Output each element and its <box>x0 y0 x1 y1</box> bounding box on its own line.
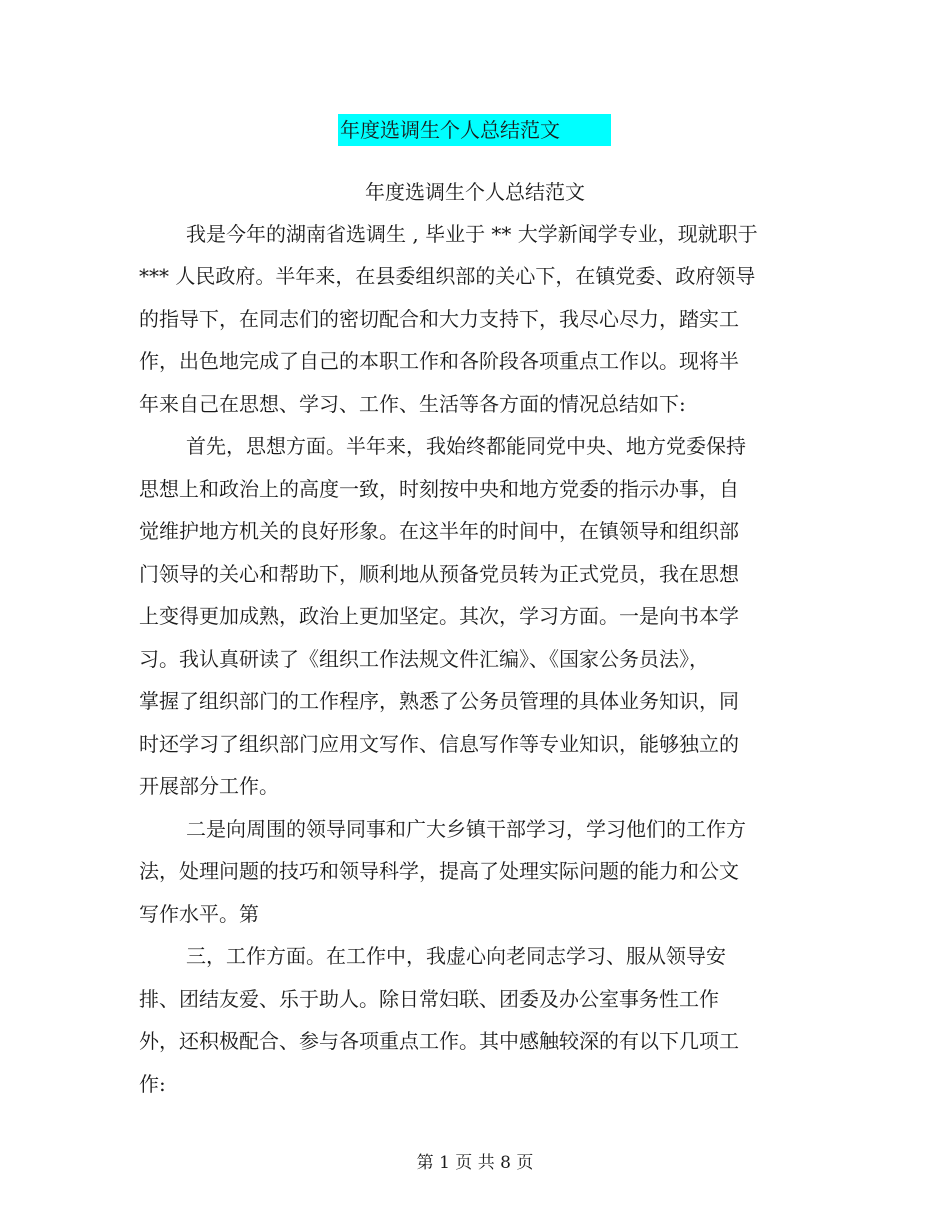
paragraph-line: 习。我认真研读了《组织工作法规文件汇编》、《国家公务员法》， <box>139 647 709 671</box>
paragraph-line: 写作水平。第 <box>139 902 259 926</box>
paragraph-line: 排、团结友爱、乐于助人。除日常妇联、团委及办公室事务性工作 <box>139 987 719 1011</box>
page-footer: 第 1 页 共 8 页 <box>416 1153 534 1173</box>
document-title: 年度选调生个人总结范文 <box>340 118 560 142</box>
paragraph-line: 作，出色地完成了自己的本职工作和各阶段各项重点工作以。现将半 <box>139 349 739 373</box>
paragraph-line: 外，还积极配合、参与各项重点工作。其中感触较深的有以下几项工 <box>139 1029 739 1053</box>
paragraph-line: 的指导下，在同志们的密切配合和大力支持下，我尽心尽力，踏实工 <box>139 307 739 331</box>
paragraph-line: 首先，思想方面。半年来，我始终都能同党中央、地方党委保持 <box>186 434 746 458</box>
paragraph-line: 门领导的关心和帮助下，顺利地从预备党员转为正式党员，我在思想 <box>139 562 739 586</box>
paragraph-line: 二是向周围的领导同事和广大乡镇干部学习，学习他们的工作方 <box>186 817 746 841</box>
paragraph-line: 年来自己在思想、学习、工作、生活等各方面的情况总结如下: <box>139 392 686 416</box>
paragraph-line: 我是今年的湖南省选调生 , 毕业于 ** 大学新闻学专业，现就职于 <box>186 222 758 246</box>
paragraph-line: 掌握了组织部门的工作程序，熟悉了公务员管理的具体业务知识，同 <box>139 689 739 713</box>
paragraph-line: 开展部分工作。 <box>139 774 279 798</box>
paragraph-line: 三，工作方面。在工作中，我虚心向老同志学习、服从领导安 <box>186 944 726 968</box>
paragraph-line: 作: <box>139 1072 166 1096</box>
document-subtitle: 年度选调生个人总结范文 <box>365 180 585 204</box>
paragraph-line: 法，处理问题的技巧和领导科学，提高了处理实际问题的能力和公文 <box>139 859 739 883</box>
paragraph-line: 觉维护地方机关的良好形象。在这半年的时间中，在镇领导和组织部 <box>139 519 739 543</box>
paragraph-line: 上变得更加成熟，政治上更加坚定。其次，学习方面。一是向书本学 <box>139 604 739 628</box>
paragraph-line: 思想上和政治上的高度一致，时刻按中央和地方党委的指示办事，自 <box>139 477 739 501</box>
paragraph-line: *** 人民政府。半年来，在县委组织部的关心下，在镇党委、政府领导 <box>139 264 756 288</box>
paragraph-line: 时还学习了组织部门应用文写作、信息写作等专业知识，能够独立的 <box>139 732 739 756</box>
